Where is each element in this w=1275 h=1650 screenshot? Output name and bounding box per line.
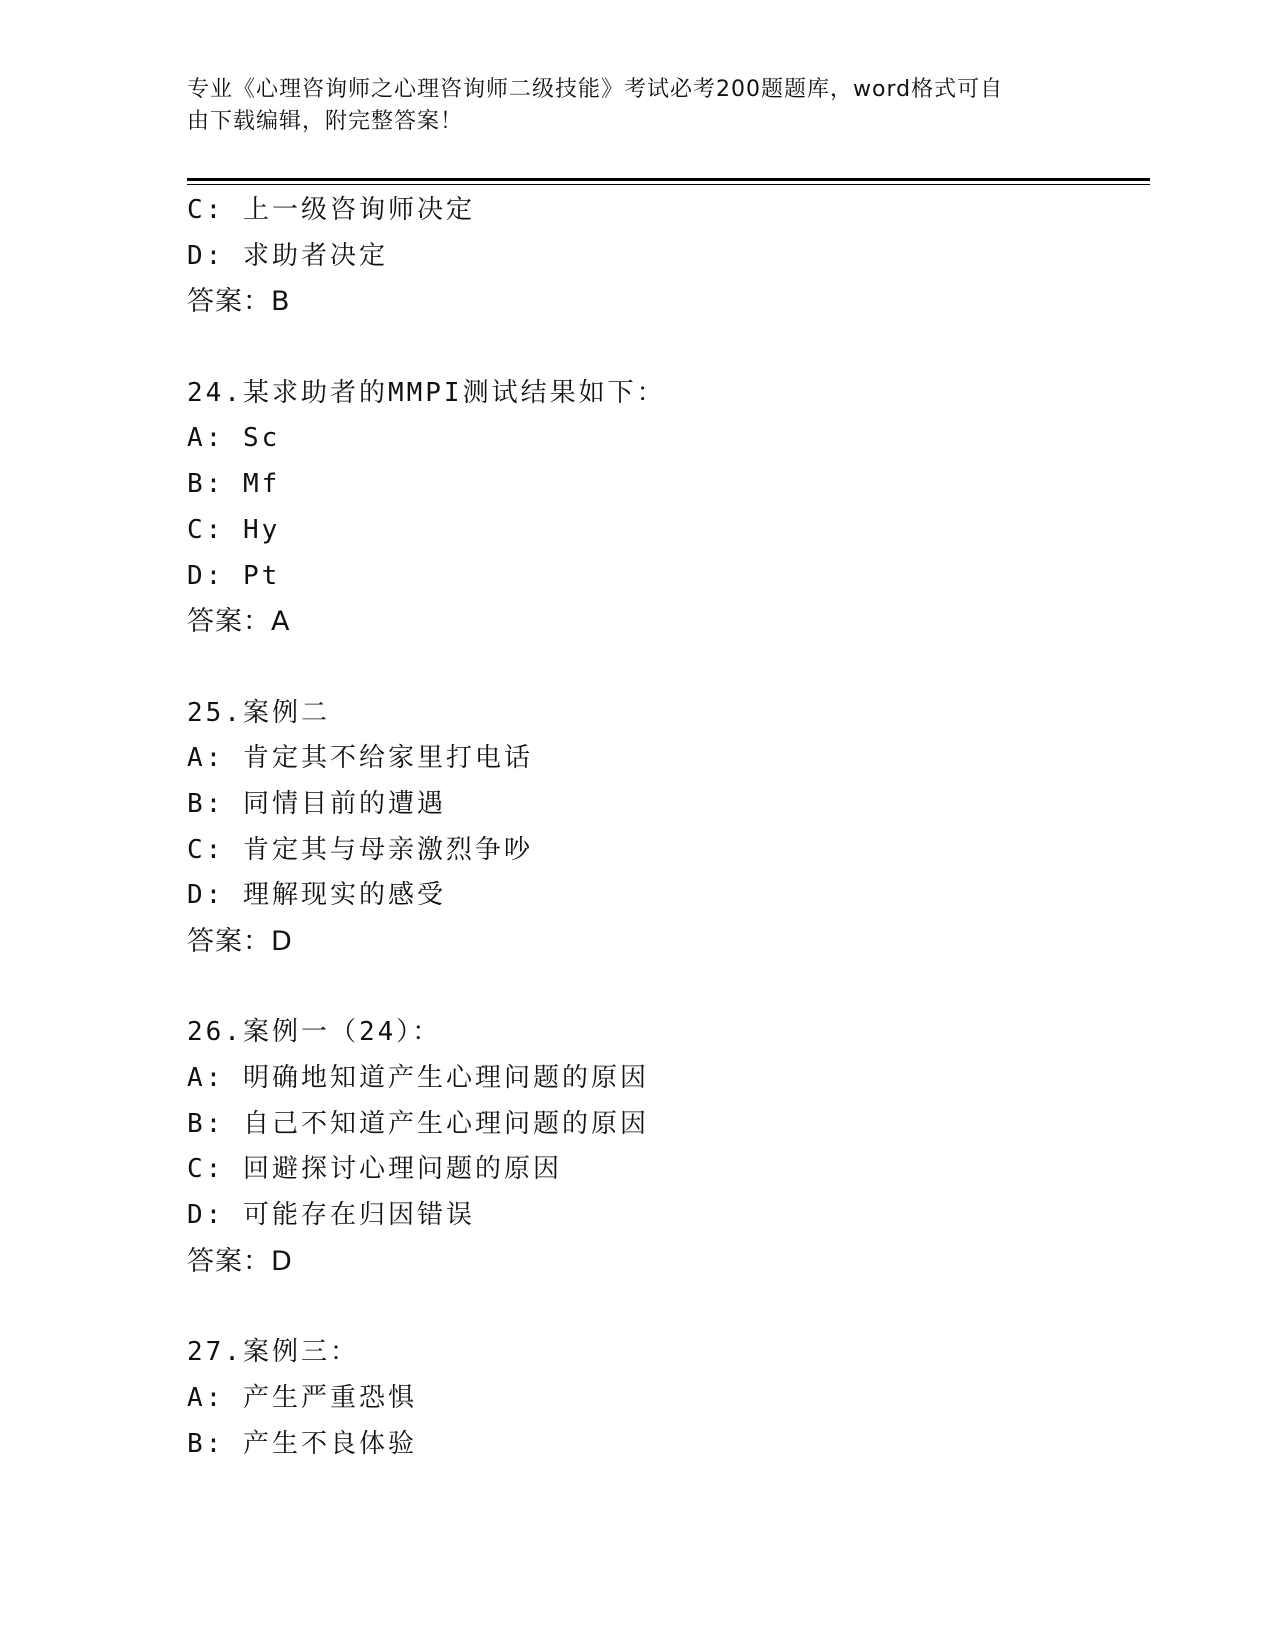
header-line-2: 由下载编辑，附完整答案！ xyxy=(187,109,464,134)
option-d: D: 可能存在归因错误 xyxy=(187,1200,475,1231)
option-b: B: 同情目前的遭遇 xyxy=(187,788,446,819)
question-title: 27.案例三： xyxy=(187,1337,359,1368)
question-25 xyxy=(187,691,1150,965)
document-header xyxy=(187,74,1067,138)
question-title: 26.案例一（24）： xyxy=(187,1017,442,1048)
option-b: B: Mf xyxy=(187,469,281,500)
option-a: A: 肯定其不给家里打电话 xyxy=(187,743,533,774)
answer-line: 答案：D xyxy=(187,1245,293,1277)
question-23-continued xyxy=(187,188,1150,325)
option-a: A: Sc xyxy=(187,423,281,454)
option-a: A: 明确地知道产生心理问题的原因 xyxy=(187,1063,649,1094)
answer-line: 答案：D xyxy=(187,926,293,957)
question-24 xyxy=(187,371,1150,645)
option-d: D: 求助者决定 xyxy=(187,240,388,271)
header-line-1: 专业《心理咨询师之心理咨询师二级技能》考试必考200题题库，word格式可自 xyxy=(187,77,1004,102)
option-b: B: 产生不良体验 xyxy=(187,1428,417,1459)
option-d: D: Pt xyxy=(187,560,281,591)
answer-line: 答案：A xyxy=(187,606,291,638)
option-c: C: Hy xyxy=(187,514,281,545)
question-list xyxy=(187,188,1150,1467)
option-c: C: 上一级咨询师决定 xyxy=(187,195,475,225)
header-divider-thick xyxy=(187,178,1150,181)
option-c: C: 回避探讨心理问题的原因 xyxy=(187,1154,562,1185)
question-27 xyxy=(187,1330,1150,1467)
option-a: A: 产生严重恐惧 xyxy=(187,1382,417,1413)
answer-line: 答案：B xyxy=(187,286,291,318)
option-c: C: 肯定其与母亲激烈争吵 xyxy=(187,834,533,865)
spacer xyxy=(187,645,1150,691)
option-d: D: 理解现实的感受 xyxy=(187,880,446,911)
question-26 xyxy=(187,1010,1150,1284)
spacer xyxy=(187,1285,1150,1331)
option-b: B: 自己不知道产生心理问题的原因 xyxy=(187,1108,649,1139)
header-divider-thin xyxy=(187,184,1150,185)
spacer xyxy=(187,325,1150,371)
spacer xyxy=(187,965,1150,1011)
question-title: 24.某求助者的MMPI测试结果如下： xyxy=(187,377,666,408)
question-title: 25.案例二 xyxy=(187,697,330,728)
